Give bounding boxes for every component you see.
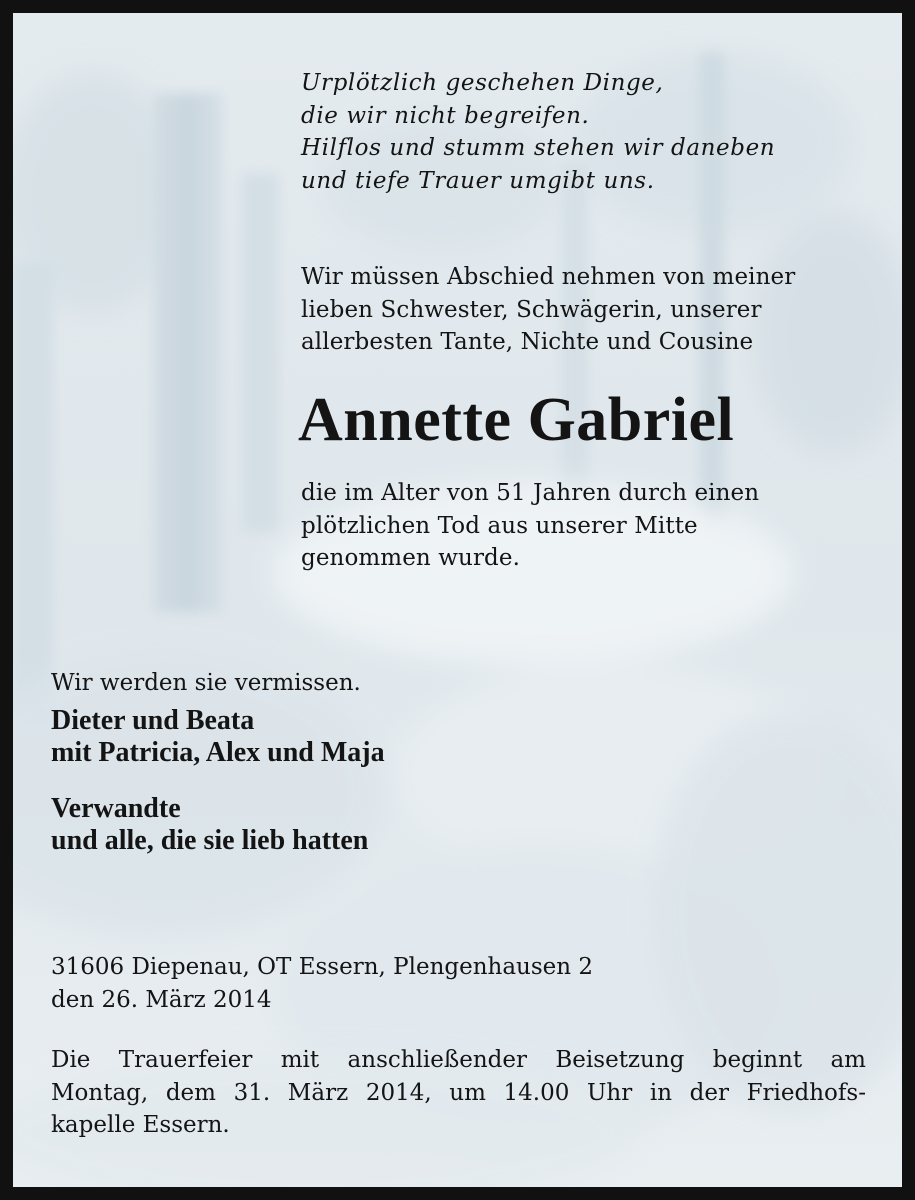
mourners-others: und alle, die sie lieb hatten [51, 825, 369, 856]
miss-statement: Wir werden sie vermissen. [51, 670, 361, 696]
mourners-family [51, 705, 385, 769]
age-line: die im Alter von 51 Jahren durch einen [301, 480, 760, 506]
poem-line: Urplötzlich geschehen Dinge, [301, 70, 664, 96]
age-line: genommen wurde. [301, 545, 520, 571]
poem-line: und tiefe Trauer umgibt uns. [301, 167, 655, 194]
funeral-line: Die Trauerfeier mit anschließender Beisetzung beginnt am [51, 1047, 866, 1073]
age-line: plötzlichen Tod aus unserer Mitte [301, 512, 698, 539]
mourners-relatives: Verwandte [51, 793, 181, 824]
date-line: den 26. März 2014 [51, 986, 272, 1013]
intro-line: allerbesten Tante, Nichte und Cousine [301, 329, 754, 355]
funeral-line: Montag, dem 31. März 2014, um 14.00 Uhr in der Friedhofs- [51, 1079, 866, 1106]
intro-line: lieben Schwester, Schwägerin, unserer [301, 296, 762, 323]
funeral-line: kapelle Essern. [51, 1112, 230, 1138]
address-line: 31606 Diepenau, OT Essern, Plengenhausen 2 [51, 954, 594, 980]
age-statement [301, 477, 759, 575]
farewell-intro [301, 261, 795, 359]
poem-verse [301, 67, 775, 197]
poem-line: Hilflos und stumm stehen wir daneben [301, 135, 776, 161]
mourner-line: Dieter und Beata [51, 705, 255, 736]
address-block [51, 951, 593, 1016]
funeral-notice [51, 1044, 866, 1142]
deceased-name: Annette Gabriel [298, 386, 735, 454]
poem-line: die wir nicht begreifen. [301, 102, 590, 129]
intro-line: Wir müssen Abschied nehmen von meiner [301, 264, 796, 290]
mourner-line: mit Patricia, Alex und Maja [51, 737, 385, 768]
